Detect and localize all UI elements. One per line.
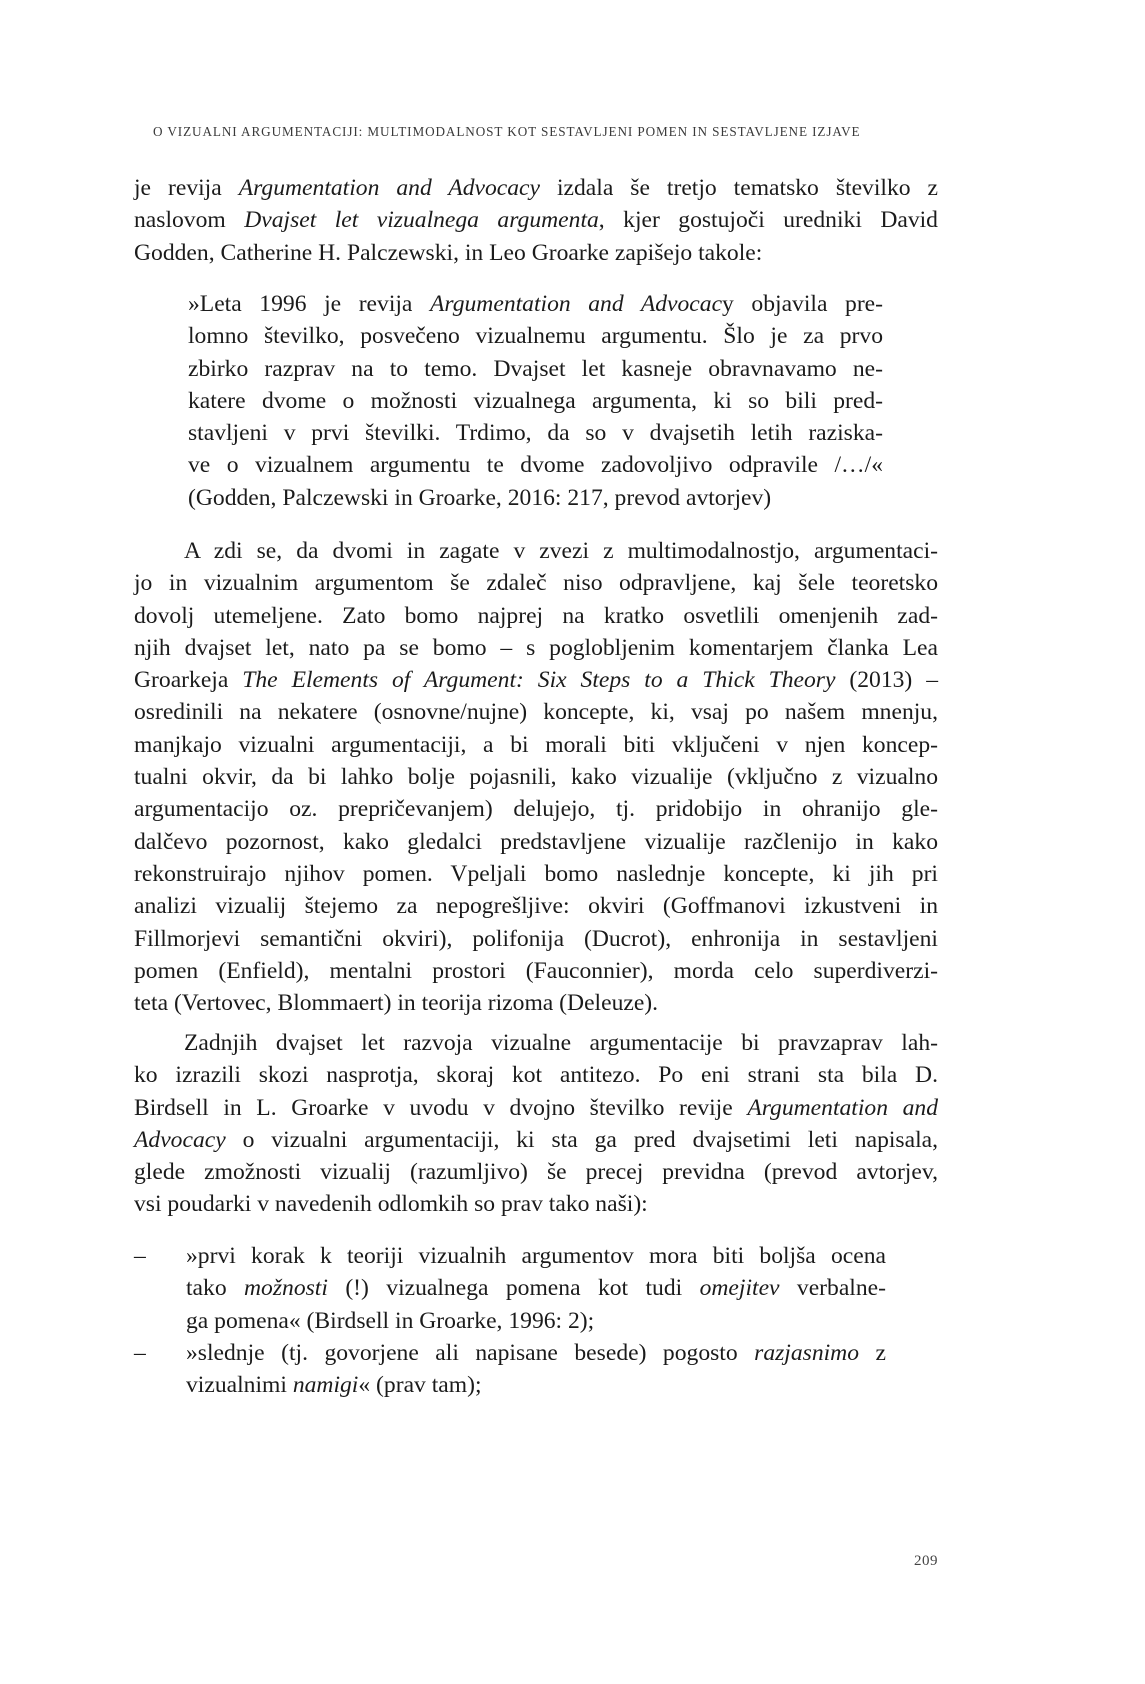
text-run: Birdsell in L. Groarke v uvodu v dvojno številko revije (134, 1094, 748, 1121)
text-line (186, 1272, 886, 1304)
italic-text: Argumentation and (747, 1094, 939, 1121)
text-line (188, 320, 883, 352)
text-run: tako (186, 1275, 245, 1302)
text-line (134, 600, 938, 632)
text-run: manjkajo vizualni argumentaciji, a bi morali biti vključeni v njen koncep- (134, 731, 938, 758)
text-run: ve o vizualnem argumentu te dvome zadovoljivo odpravile /…/« (188, 452, 883, 479)
text-run: tualni okvir, da bi lahko bolje pojasnili, kako vizualije (vključno z vizualno (134, 764, 938, 791)
text-run: Godden, Catherine H. Palczewski, in Leo Groarke zapišejo takole: (134, 239, 763, 266)
text-run: stavljeni v prvi številki. Trdimo, da so v dvajsetih letih raziska- (188, 420, 883, 447)
text-run: zbirko razprav na to temo. Dvajset let kasneje obravnavamo ne- (188, 355, 883, 382)
italic-text: razjasnimo (754, 1339, 860, 1366)
text-line (134, 696, 938, 728)
text-run: dalčevo pozornost, kako gledalci predstavljene vizualije razčlenijo in kako (134, 828, 938, 855)
list-item (134, 1337, 938, 1402)
italic-text: namigi (292, 1372, 359, 1399)
text-line (134, 729, 938, 761)
text-run: ko izrazili skozi nasprotja, skoraj kot antitezo. Po eni strani sta bila D. (134, 1062, 938, 1089)
text-line (134, 1124, 938, 1156)
text-run: z (859, 1339, 886, 1366)
text-run: njih dvajset let, nato pa se bomo – s poglobljenim komentarjem članka Lea (134, 634, 938, 661)
text-run: teta (Vertovec, Blommaert) in teorija rizoma (Deleuze). (134, 990, 659, 1017)
text-line (186, 1337, 886, 1369)
italic-text: omejitev (699, 1275, 780, 1302)
text-run: o vizualni argumentaciji, ki sta ga pred dvajsetimi leti napisala, (225, 1126, 938, 1153)
text-run: Zadnjih dvajset let razvoja vizualne argumentacije bi pravzaprav lah- (184, 1030, 938, 1056)
text-line (134, 632, 938, 664)
text-run: ga pomena« (Birdsell in Groarke, 1996: 2); (186, 1307, 595, 1334)
text-run: osredinili na nekatere (osnovne/nujne) koncepte, ki, vsaj po našem mnenju, (134, 699, 938, 726)
block-quote (188, 288, 883, 514)
list-item-text (186, 1337, 886, 1402)
text-run: dovolj utemeljene. Zato bomo najprej na kratko osvetlili omenjenih zad- (134, 602, 938, 629)
text-line (134, 826, 938, 858)
text-line (134, 664, 938, 696)
dash-bullet-icon: – (134, 1243, 146, 1269)
text-line (134, 204, 938, 236)
text-run: argumentacijo oz. prepričevanjem) delujejo, tj. pridobijo in ohranijo gle- (134, 796, 938, 823)
text-line (188, 417, 883, 449)
text-run: A zdi se, da dvomi in zagate v zvezi z multimodalnostjo, argumentaci- (184, 538, 938, 564)
italic-text: Argumentation and Advocac (430, 291, 723, 317)
text-line (134, 761, 938, 793)
text-line (134, 923, 938, 955)
text-run: Groarkeja (134, 667, 243, 694)
text-line (134, 890, 938, 922)
text-line (134, 955, 938, 987)
text-line (134, 535, 938, 567)
text-run: vsi poudarki v navedenih odlomkih so prav tako naši): (134, 1191, 648, 1218)
page-number: 209 (914, 1553, 938, 1569)
text-run: pomen (Enfield), mentalni prostori (Fauconnier), morda celo superdiverzi- (134, 957, 938, 984)
text-line (134, 1027, 938, 1059)
text-run: lomno številko, posvečeno vizualnemu argumentu. Šlo je za prvo (188, 323, 883, 350)
text-line (186, 1305, 886, 1337)
paragraph-2 (134, 535, 938, 1019)
text-line (186, 1240, 886, 1272)
text-run: naslovom (134, 207, 245, 234)
text-line (188, 385, 883, 417)
text-run: (2013) – (835, 667, 939, 694)
text-line (134, 1092, 938, 1124)
text-line (134, 1156, 938, 1188)
text-run: vizualnimi (186, 1372, 293, 1399)
italic-text: Advocacy (134, 1126, 226, 1153)
text-line (134, 1188, 938, 1220)
text-run: « (prav tam); (358, 1372, 482, 1399)
text-line (186, 1369, 886, 1401)
text-line (188, 353, 883, 385)
text-line (188, 449, 883, 481)
italic-text: možnosti (244, 1275, 328, 1302)
text-run: rekonstruirajo njihov pomen. Vpeljali bomo naslednje koncepte, ki jih pri (134, 860, 938, 887)
text-line (134, 793, 938, 825)
text-line (134, 1059, 938, 1091)
text-run: »Leta 1996 je revija (188, 291, 430, 317)
text-line (134, 237, 938, 269)
text-run: »prvi korak k teoriji vizualnih argumentov mora biti boljša ocena (186, 1243, 886, 1269)
text-run: , kjer gostujoči uredniki David (598, 207, 938, 234)
dash-bullet-icon: – (134, 1339, 146, 1366)
text-run: y objavila pre- (722, 291, 884, 317)
text-run: analizi vizualij štejemo za nepogrešljive: okviri (Goffmanovi izkustveni in (134, 893, 938, 920)
text-run: »slednje (tj. govorjene ali napisane besede) pogosto (186, 1339, 755, 1366)
text-line (188, 288, 883, 320)
text-run: (!) vizualnega pomena kot tudi (327, 1275, 700, 1302)
italic-text: Dvajset let vizualnega argumenta (244, 207, 599, 234)
text-run: izdala še tretjo tematsko številko z (540, 175, 938, 201)
citation-list (134, 1240, 938, 1401)
text-line (134, 172, 938, 204)
text-run: verbalne- (779, 1275, 886, 1302)
running-header: O VIZUALNI ARGUMENTACIJI: MULTIMODALNOST KOT SESTAVLJENI POMEN IN SESTAVLJENE IZJAVE (153, 124, 861, 139)
text-line (134, 567, 938, 599)
paragraph-3 (134, 1027, 938, 1221)
list-item (134, 1240, 938, 1337)
text-run: (Godden, Palczewski in Groarke, 2016: 217, prevod avtorjev) (188, 484, 772, 511)
text-line (134, 858, 938, 890)
list-item-text (186, 1240, 886, 1337)
italic-text: Argumentation and Advocacy (238, 175, 540, 201)
text-run: Fillmorjevi semantični okviri), polifonija (Ducrot), enhronija in sestavljeni (134, 925, 938, 952)
text-run: glede zmožnosti vizualij (razumljivo) še precej previdna (prevod avtorjev, (134, 1159, 938, 1186)
text-line (134, 987, 938, 1019)
italic-text: The Elements of Argument: Six Steps to a Thick Theory (242, 667, 836, 694)
text-run: je revija (134, 175, 239, 201)
text-run: jo in vizualnim argumentom še zdaleč niso odpravljene, kaj šele teoretsko (134, 570, 938, 597)
text-run: katere dvome o možnosti vizualnega argumenta, ki so bili pred- (188, 387, 883, 414)
paragraph-1 (134, 172, 938, 269)
text-line (188, 482, 883, 514)
